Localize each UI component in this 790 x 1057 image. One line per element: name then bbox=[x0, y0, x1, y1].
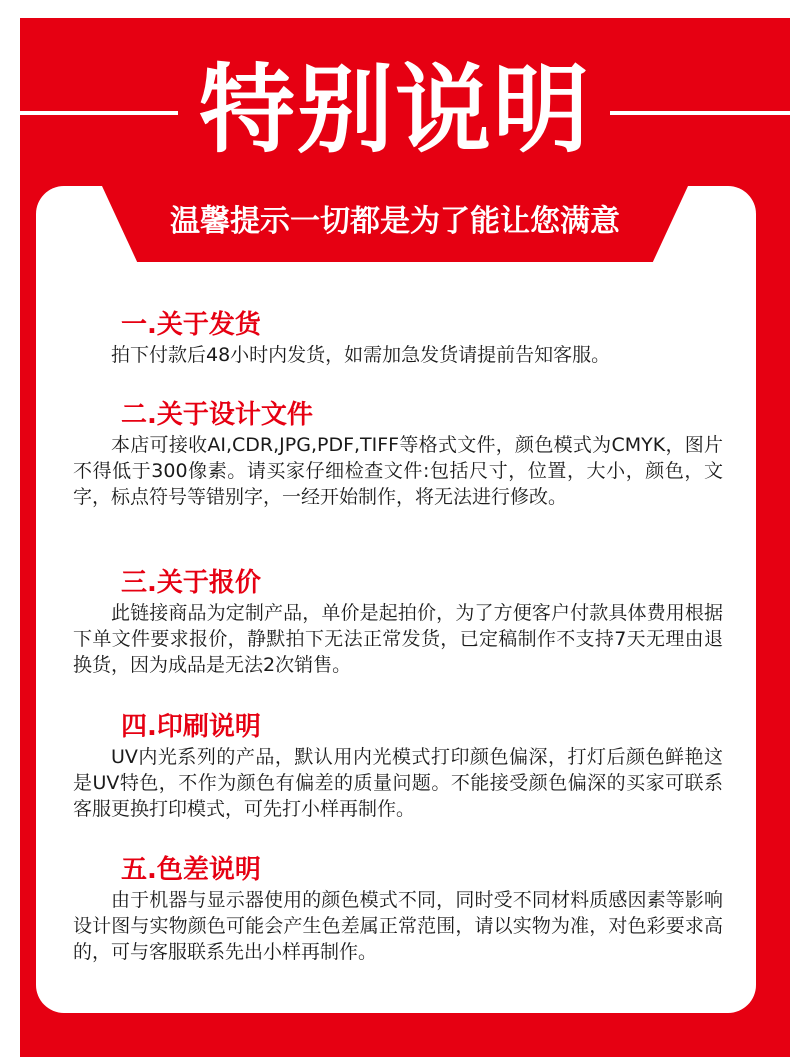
title-divider-left bbox=[20, 111, 178, 115]
section-heading: 四.印刷说明 bbox=[121, 712, 261, 742]
section-shipping bbox=[73, 308, 723, 368]
section-printing bbox=[73, 710, 723, 822]
banner-text: 温馨提示一切都是为了能让您满意 bbox=[170, 204, 620, 239]
section-body: 此链接商品为定制产品，单价是起拍价，为了方便客户付款具体费用根据下单文件要求报价，静默拍下无法正常发货，已定稿制作不支持7天无理由退换货，因为成品是无法2次销售。 bbox=[73, 602, 723, 676]
title-divider-right bbox=[610, 111, 790, 115]
page-title: 特别说明 bbox=[199, 54, 591, 166]
section-heading: 二.关于设计文件 bbox=[121, 400, 313, 430]
section-heading: 三.关于报价 bbox=[121, 568, 261, 598]
section-body: UV内光系列的产品，默认用内光模式打印颜色偏深，打灯后颜色鲜艳这是UV特色，不作为颜色有偏差的质量问题。不能接受颜色偏深的买家可联系客服更换打印模式，可先打小样再制作。 bbox=[73, 746, 723, 820]
section-body: 本店可接收AI,CDR,JPG,PDF,TIFF等格式文件，颜色模式为CMYK，图片不得低于300像素。请买家仔细检查文件:包括尺寸，位置，大小，颜色，文字，标点符号等错别字，一经开始制作，将无法进行修改。 bbox=[73, 434, 723, 508]
section-body: 由于机器与显示器使用的颜色模式不同，同时受不同材料质感因素等影响设计图与实物颜色可能会产生色差属正常范围，请以实物为准，对色彩要求高的，可与客服联系先出小样再制作。 bbox=[73, 889, 723, 963]
section-body: 拍下付款后48小时内发货，如需加急发货请提前告知客服。 bbox=[111, 344, 611, 366]
section-color-difference bbox=[73, 853, 723, 965]
section-heading: 一.关于发货 bbox=[121, 310, 261, 340]
section-design-files bbox=[73, 398, 723, 510]
section-pricing bbox=[73, 566, 723, 678]
section-heading: 五.色差说明 bbox=[121, 855, 261, 885]
